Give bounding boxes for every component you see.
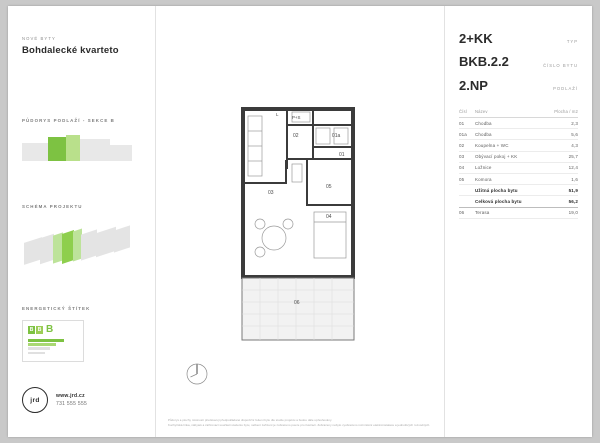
project-isometric-diagram — [22, 218, 142, 280]
row-area: 12,4 — [548, 162, 578, 173]
row-area: 4,3 — [548, 140, 578, 151]
row-name: Terasa — [475, 207, 548, 218]
footer-contact — [22, 387, 87, 413]
row-number: 05 — [459, 174, 475, 185]
energy-bar-3 — [28, 347, 50, 350]
row-number: 01 — [459, 118, 475, 129]
row-name: Komora — [475, 174, 548, 185]
summary-blank — [459, 196, 475, 207]
table-row — [459, 129, 578, 140]
room-label-pls: P+S — [292, 115, 301, 120]
jrd-logo: jrd — [22, 387, 48, 413]
room-label-01: 01 — [339, 152, 345, 158]
col-area: Plocha / m2 — [548, 107, 578, 118]
unit-type-label: TYP — [566, 39, 578, 45]
row-area: 19,0 — [548, 207, 578, 218]
energy-chip-1: B — [29, 327, 34, 333]
table-row — [459, 151, 578, 162]
row-name: Chodba — [475, 129, 548, 140]
summary-label: Užitná plocha bytu — [475, 185, 548, 196]
table-row — [459, 140, 578, 151]
disclaimer — [168, 418, 434, 427]
room-label-03: 03 — [268, 190, 274, 196]
unit-number-row — [459, 55, 578, 69]
row-name: Obývací pokoj + KK — [475, 151, 548, 162]
unit-type-row — [459, 32, 578, 46]
room-label-06: 06 — [294, 300, 300, 306]
iso-block-4 — [96, 227, 116, 257]
floorplan-block-highlight-light — [66, 135, 80, 161]
brand-kicker: NOVÉ BYTY — [22, 36, 56, 41]
col-number: Čísl — [459, 107, 475, 118]
table-row — [459, 174, 578, 185]
website-link[interactable]: www.jrd.cz — [56, 393, 85, 399]
unit-number-label: ČÍSLO BYTU — [543, 62, 578, 68]
row-number: 01a — [459, 129, 475, 140]
floorplan-block-c — [110, 145, 132, 161]
energy-chip-2: B — [37, 327, 42, 333]
floor-row — [459, 79, 578, 93]
rooms-table-header — [459, 107, 578, 118]
energy-label-top — [28, 325, 78, 335]
table-row-summary-total — [459, 196, 578, 207]
floorplan-block-a — [22, 143, 48, 161]
sidebar — [8, 6, 156, 437]
floor-plan — [156, 6, 444, 437]
brand-name: Bohdalecké kvarteto — [22, 45, 119, 56]
energy-bar-4 — [28, 352, 45, 355]
summary-label: Celková plocha bytu — [475, 196, 548, 207]
room-label-01a: 01a — [332, 133, 341, 139]
energy-bar-1 — [28, 339, 64, 342]
iso-block-5 — [114, 225, 130, 252]
row-area: 5,6 — [548, 129, 578, 140]
row-number: 06 — [459, 207, 475, 218]
energy-scale-bars — [28, 339, 78, 354]
compass-icon — [186, 363, 208, 385]
row-name: Chodba — [475, 118, 548, 129]
summary-blank — [459, 185, 475, 196]
row-name: Ložnice — [475, 162, 548, 173]
rooms-table — [459, 107, 578, 219]
room-label-02: 02 — [293, 133, 299, 139]
row-area: 1,6 — [548, 174, 578, 185]
floor-label: PODLAŽÍ — [553, 85, 578, 91]
table-row-summary-usable — [459, 185, 578, 196]
row-area: 25,7 — [548, 151, 578, 162]
summary-area: 51,9 — [548, 185, 578, 196]
room-label-05: 05 — [326, 184, 332, 190]
section-project-scheme — [22, 204, 144, 280]
table-row — [459, 118, 578, 129]
room-label-04: 04 — [326, 214, 332, 220]
summary-area: 56,2 — [548, 196, 578, 207]
document-page — [8, 6, 592, 437]
energy-label-box — [22, 320, 84, 362]
floorplan-mini-diagram — [22, 133, 138, 167]
unit-type-value: 2+KK — [459, 31, 493, 46]
phone-number: 731 555 555 — [56, 401, 88, 407]
floorplan-title: PŮDORYS PODLAŽÍ - SEKCE B — [22, 118, 115, 123]
row-number: 02 — [459, 140, 475, 151]
info-panel — [444, 6, 592, 437]
row-area: 2,3 — [548, 118, 578, 129]
energy-label-title: ENERGETICKÝ ŠTÍTEK — [22, 306, 91, 311]
section-energy-label — [22, 306, 144, 362]
iso-block-3 — [81, 229, 97, 260]
section-floorplan — [22, 118, 142, 167]
row-number: 04 — [459, 162, 475, 173]
floorplan-block-b — [80, 139, 110, 161]
energy-letter-chips — [28, 326, 43, 334]
row-number: 03 — [459, 151, 475, 162]
disclaimer-line-2: Kuchyňská linka, nábytek a zařizovací součásti studentu bytu, nelbení zařízení je zobrazeno pouze pro ilustraci. Zobrazeny nebylo vyobrazeno rozmístění elektroinstalace a jednotlivých rozvodných. — [168, 422, 431, 427]
table-row — [459, 207, 578, 218]
brand — [22, 36, 119, 56]
col-name: Název — [475, 107, 548, 118]
project-scheme-title: SCHÉMA PROJEKTU — [22, 204, 83, 209]
floor-value: 2.NP — [459, 77, 488, 93]
room-label-l: L — [276, 112, 279, 117]
energy-class-value: B — [46, 324, 54, 335]
row-name: Koupelna + WC — [475, 140, 548, 151]
table-row — [459, 162, 578, 173]
energy-bar-2 — [28, 343, 56, 346]
iso-block-2 — [40, 234, 54, 265]
disclaimer-line-1: Půdorys a plochy místností představují předpokládané dispoziční řešení bytu dle studie projektu a budou dále upřesňovány. — [168, 418, 333, 423]
floorplan-block-highlight — [48, 137, 66, 161]
unit-number-value: BKB.2.2 — [459, 54, 509, 70]
